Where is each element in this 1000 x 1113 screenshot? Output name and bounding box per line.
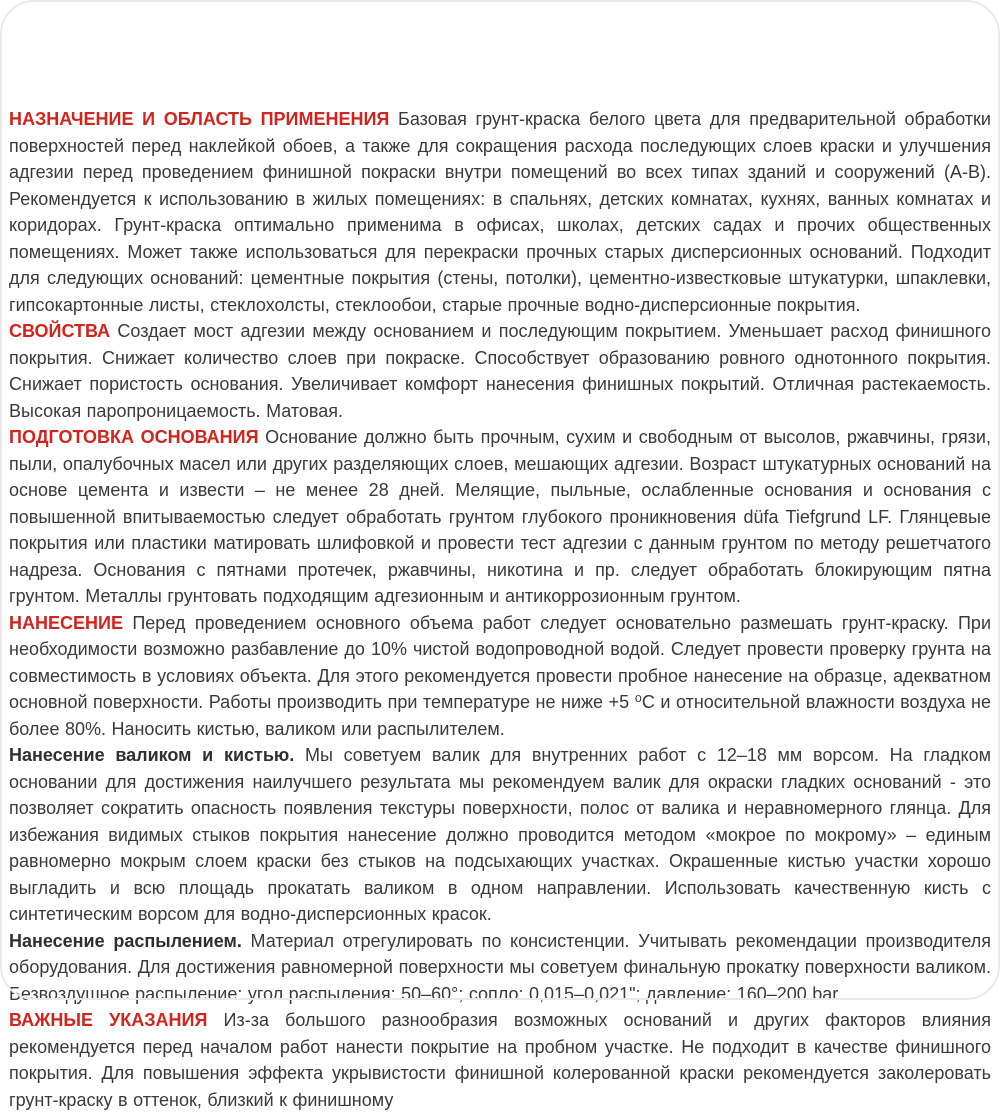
section-heading: НАЗНАЧЕНИЕ И ОБЛАСТЬ ПРИМЕНЕНИЯ	[9, 109, 390, 129]
section-body: Основание должно быть прочным, сухим и свободным от высолов, ржавчины, грязи, пыли, опалубочных масел или других разделяющих слоев, мешающих адгезии. Возраст штукатурных оснований на основе цемента и извести – не менее 28 дней. Мелящие, пыльные, ослабленные основания и основания с повышенной впитываемостью следует обработать грунтом глубокого проникновения düfa Tiefgrund LF. Глянцевые покрытия или пластики матировать шлифовкой и провести тест адгезии с данным грунтом по методу решетчатого надреза. Основания с пятнами протечек, ржавчины, никотина и пр. следует обработать блокирующим пятна грунтом. Металлы грунтовать подходящим адгезионным и антикоррозионным грунтом.	[9, 427, 991, 606]
section-paragraph-properties	[9, 318, 991, 424]
section-paragraph-roller-brush	[9, 742, 991, 928]
section-body: Из-за большого разнообразия возможных оснований и других факторов влияния рекомендуется перед началом работ нанести покрытие на пробном участке. Не подходит в качестве финишного покрытия. Для повышения эффекта укрывистости финишной колерованной краски рекомендуется заколеровать грунт-краску в оттенок, близкий к финишному	[9, 1010, 991, 1110]
section-heading: СВОЙСТВА	[9, 321, 111, 341]
section-body: Создает мост адгезии между основанием и последующим покрытием. Уменьшает расход финишного покрытия. Снижает количество слоев при покраске. Способствует образованию ровного однотонного покрытия. Снижает пористость основания. Увеличивает комфорт нанесения финишных покрытий. Отличная растекаемость. Высокая паропроницаемость. Матовая.	[9, 321, 991, 421]
section-heading: ПОДГОТОВКА ОСНОВАНИЯ	[9, 427, 259, 447]
section-paragraph-application	[9, 610, 991, 743]
section-body: Перед проведением основного объема работ следует основательно размешать грунт-краску. При необходимости возможно разбавление до 10% чистой водопроводной водой. Следует провести проверку грунта на совместимость в условиях объекта. Для этого рекомендуется провести пробное нанесение на образце, адекватном основной поверхности. Работы производить при температуре не ниже +5 ⁰С и относительной влажности воздуха не более 80%. Наносить кистью, валиком или распылителем.	[9, 612, 991, 739]
section-heading: Нанесение валиком и кистью.	[9, 745, 295, 765]
section-body: Материал отрегулировать по консистенции. Учитывать рекомендации производителя оборудования. Для достижения равномерной поверхности мы советуем финальную прокатку поверхности валиком. Безвоздушное распыление: угол распыления: 50–60°; сопло: 0,015–0,021"; давление: 160–200 bar.	[9, 930, 991, 1004]
section-body: Мы советуем валик для внутренних работ с 12–18 мм ворсом. На гладком основании для достижения наилучшего результата мы рекомендуем валик для окраски гладких оснований - это позволяет сократить опасность появления текстуры поверхности, полос от валика и неравномерного глянца. Для избежания видимых стыков покрытия нанесение должно проводится методом «мокрое по мокрому» – единым равномерно мокрым слоем краски без стыков на подсыхающих участках. Окрашенные кистью участки хорошо выгладить и всю площадь прокатать валиком в одном направлении. Использовать качественную кисть с синтетическим ворсом для водно-дисперсионных красок.	[9, 745, 991, 924]
section-heading: Нанесение распылением.	[9, 930, 242, 951]
section-heading: НАНЕСЕНИЕ	[9, 612, 123, 633]
section-heading: ВАЖНЫЕ УКАЗАНИЯ	[9, 1010, 208, 1030]
section-paragraph-spray	[9, 928, 991, 1008]
section-paragraph-purpose	[9, 106, 991, 318]
section-body: Базовая грунт-краска белого цвета для предварительной обработки поверхностей перед наклейкой обоев, а также для сокращения расхода последующих слоев краски и улучшения адгезии перед проведением финишной покраски внутри помещений во всех типах зданий и сооружений (А-В). Рекомендуется к использованию в жилых помещениях: в спальнях, детских комнатах, кухнях, ванных комнатах и коридорах. Грунт-краска оптимально применима в офисах, школах, детских садах и прочих общественных помещениях. Может также использоваться для перекраски прочных старых дисперсионных оснований. Подходит для следующих оснований: цементные покрытия (стены, потолки), цементно-известковые штукатурки, шпаклевки, гипсокартонные листы, стеклохолсты, стеклообои, старые прочные водно-дисперсионные покрытия.	[9, 109, 991, 315]
section-paragraph-surface-preparation	[9, 424, 991, 610]
section-paragraph-important-notes	[9, 1007, 991, 1113]
